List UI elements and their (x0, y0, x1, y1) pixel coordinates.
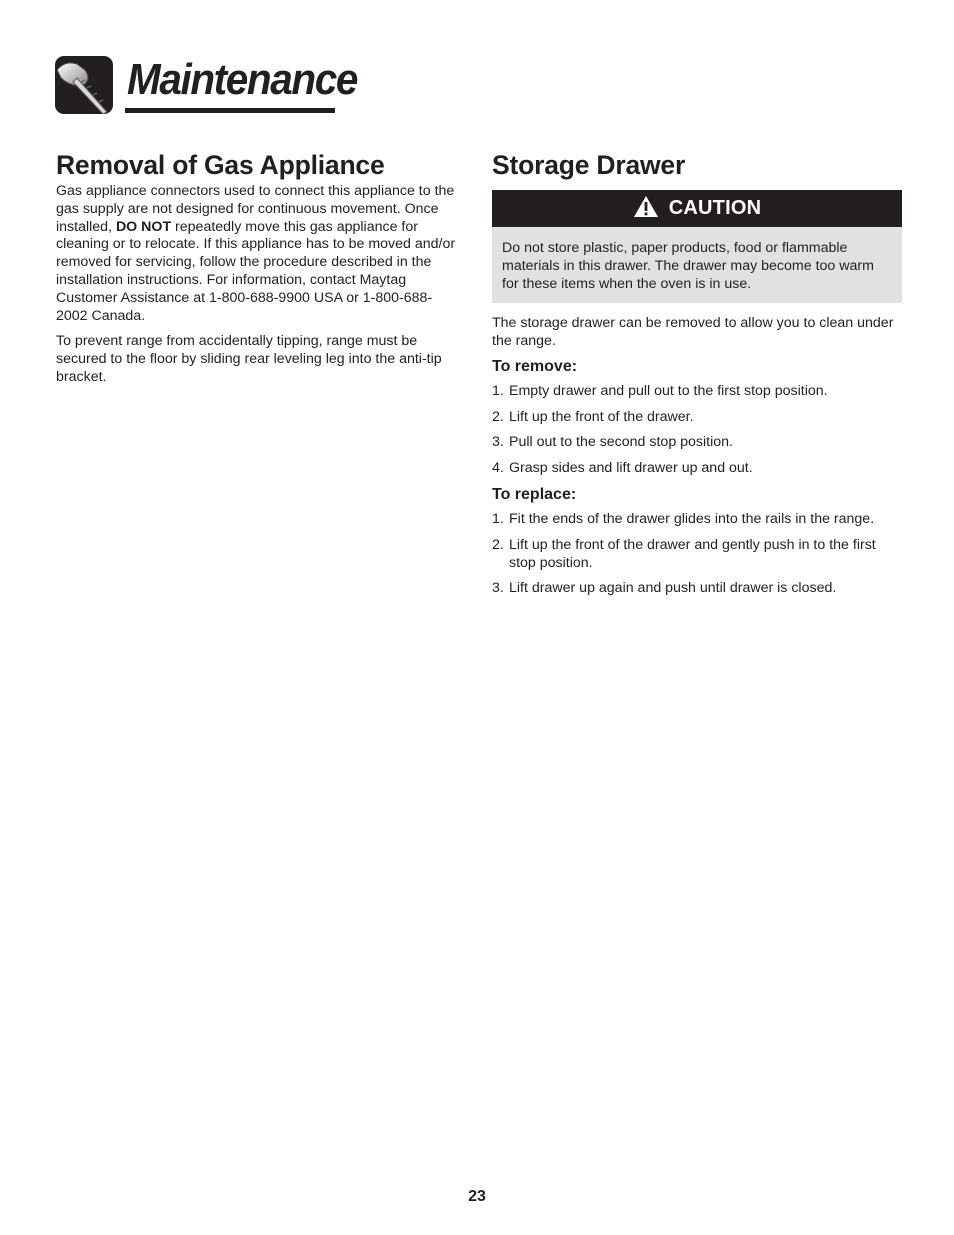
list-item (492, 409, 902, 427)
step-text: Lift up the front of the drawer and gently push in to the first stop position. (509, 536, 876, 571)
page-header (55, 55, 358, 117)
list-item (492, 537, 902, 573)
list-item (492, 460, 902, 478)
step-text: Grasp sides and lift drawer up and out. (509, 459, 753, 476)
step-number: 3. (492, 580, 504, 597)
step-text: Empty drawer and pull out to the first stop position. (509, 382, 828, 399)
step-number: 3. (492, 434, 504, 451)
caution-label: CAUTION (668, 197, 762, 219)
step-number: 1. (492, 511, 504, 528)
step-text: Lift drawer up again and push until drawer is closed. (509, 580, 837, 597)
screw-icon (55, 56, 113, 114)
step-text: Lift up the front of the drawer. (509, 408, 694, 425)
removal-p1-text-a: Gas appliance connectors used to connect this appliance to the gas supply are not designed for continuous movement. Once installed, (56, 183, 455, 235)
step-text: Fit the ends of the drawer glides into the rails in the range. (509, 511, 875, 528)
list-item (492, 434, 902, 452)
step-number: 1. (492, 382, 504, 399)
storage-drawer-section (492, 148, 902, 606)
removal-paragraph-2: To prevent range from accidentally tipping, range must be secured to the floor by sliding rear leveling leg into the anti-tip bracket. (56, 333, 442, 385)
removal-paragraph-1 (56, 183, 458, 325)
warning-triangle-icon (633, 195, 659, 223)
page-title: Maintenance (127, 55, 358, 104)
step-number: 4. (492, 459, 504, 476)
list-item (492, 580, 902, 598)
replace-steps (492, 511, 902, 598)
caution-text: Do not store plastic, paper products, food or flammable materials in this drawer. The drawer may become too warm for these items when the oven is in use. (492, 227, 902, 303)
step-number: 2. (492, 536, 504, 553)
title-underline (125, 108, 335, 113)
remove-steps (492, 383, 902, 478)
storage-intro: The storage drawer can be removed to allow you to clean under the range. (492, 315, 894, 350)
removal-heading: Removal of Gas Appliance (56, 150, 385, 180)
storage-heading: Storage Drawer (492, 150, 686, 180)
page-number: 23 (468, 1188, 486, 1205)
to-remove-heading: To remove: (492, 357, 578, 375)
list-item (492, 511, 902, 529)
to-replace-heading: To replace: (492, 486, 577, 504)
step-text: Pull out to the second stop position. (509, 434, 733, 451)
removal-p1-text-b: repeatedly move this gas appliance for cleaning or to relocate. If this appliance has to be moved and/or removed for servicing, follow the procedure described in the installation instructions. For information, contact Maytag Customer Assistance at 1-800-688-9900 USA or 1-800-688-2002 Canada. (56, 218, 456, 324)
removal-section (56, 148, 458, 387)
list-item (492, 383, 902, 401)
step-number: 2. (492, 408, 504, 425)
do-not-emphasis: DO NOT (115, 218, 172, 235)
caution-banner (492, 190, 902, 227)
